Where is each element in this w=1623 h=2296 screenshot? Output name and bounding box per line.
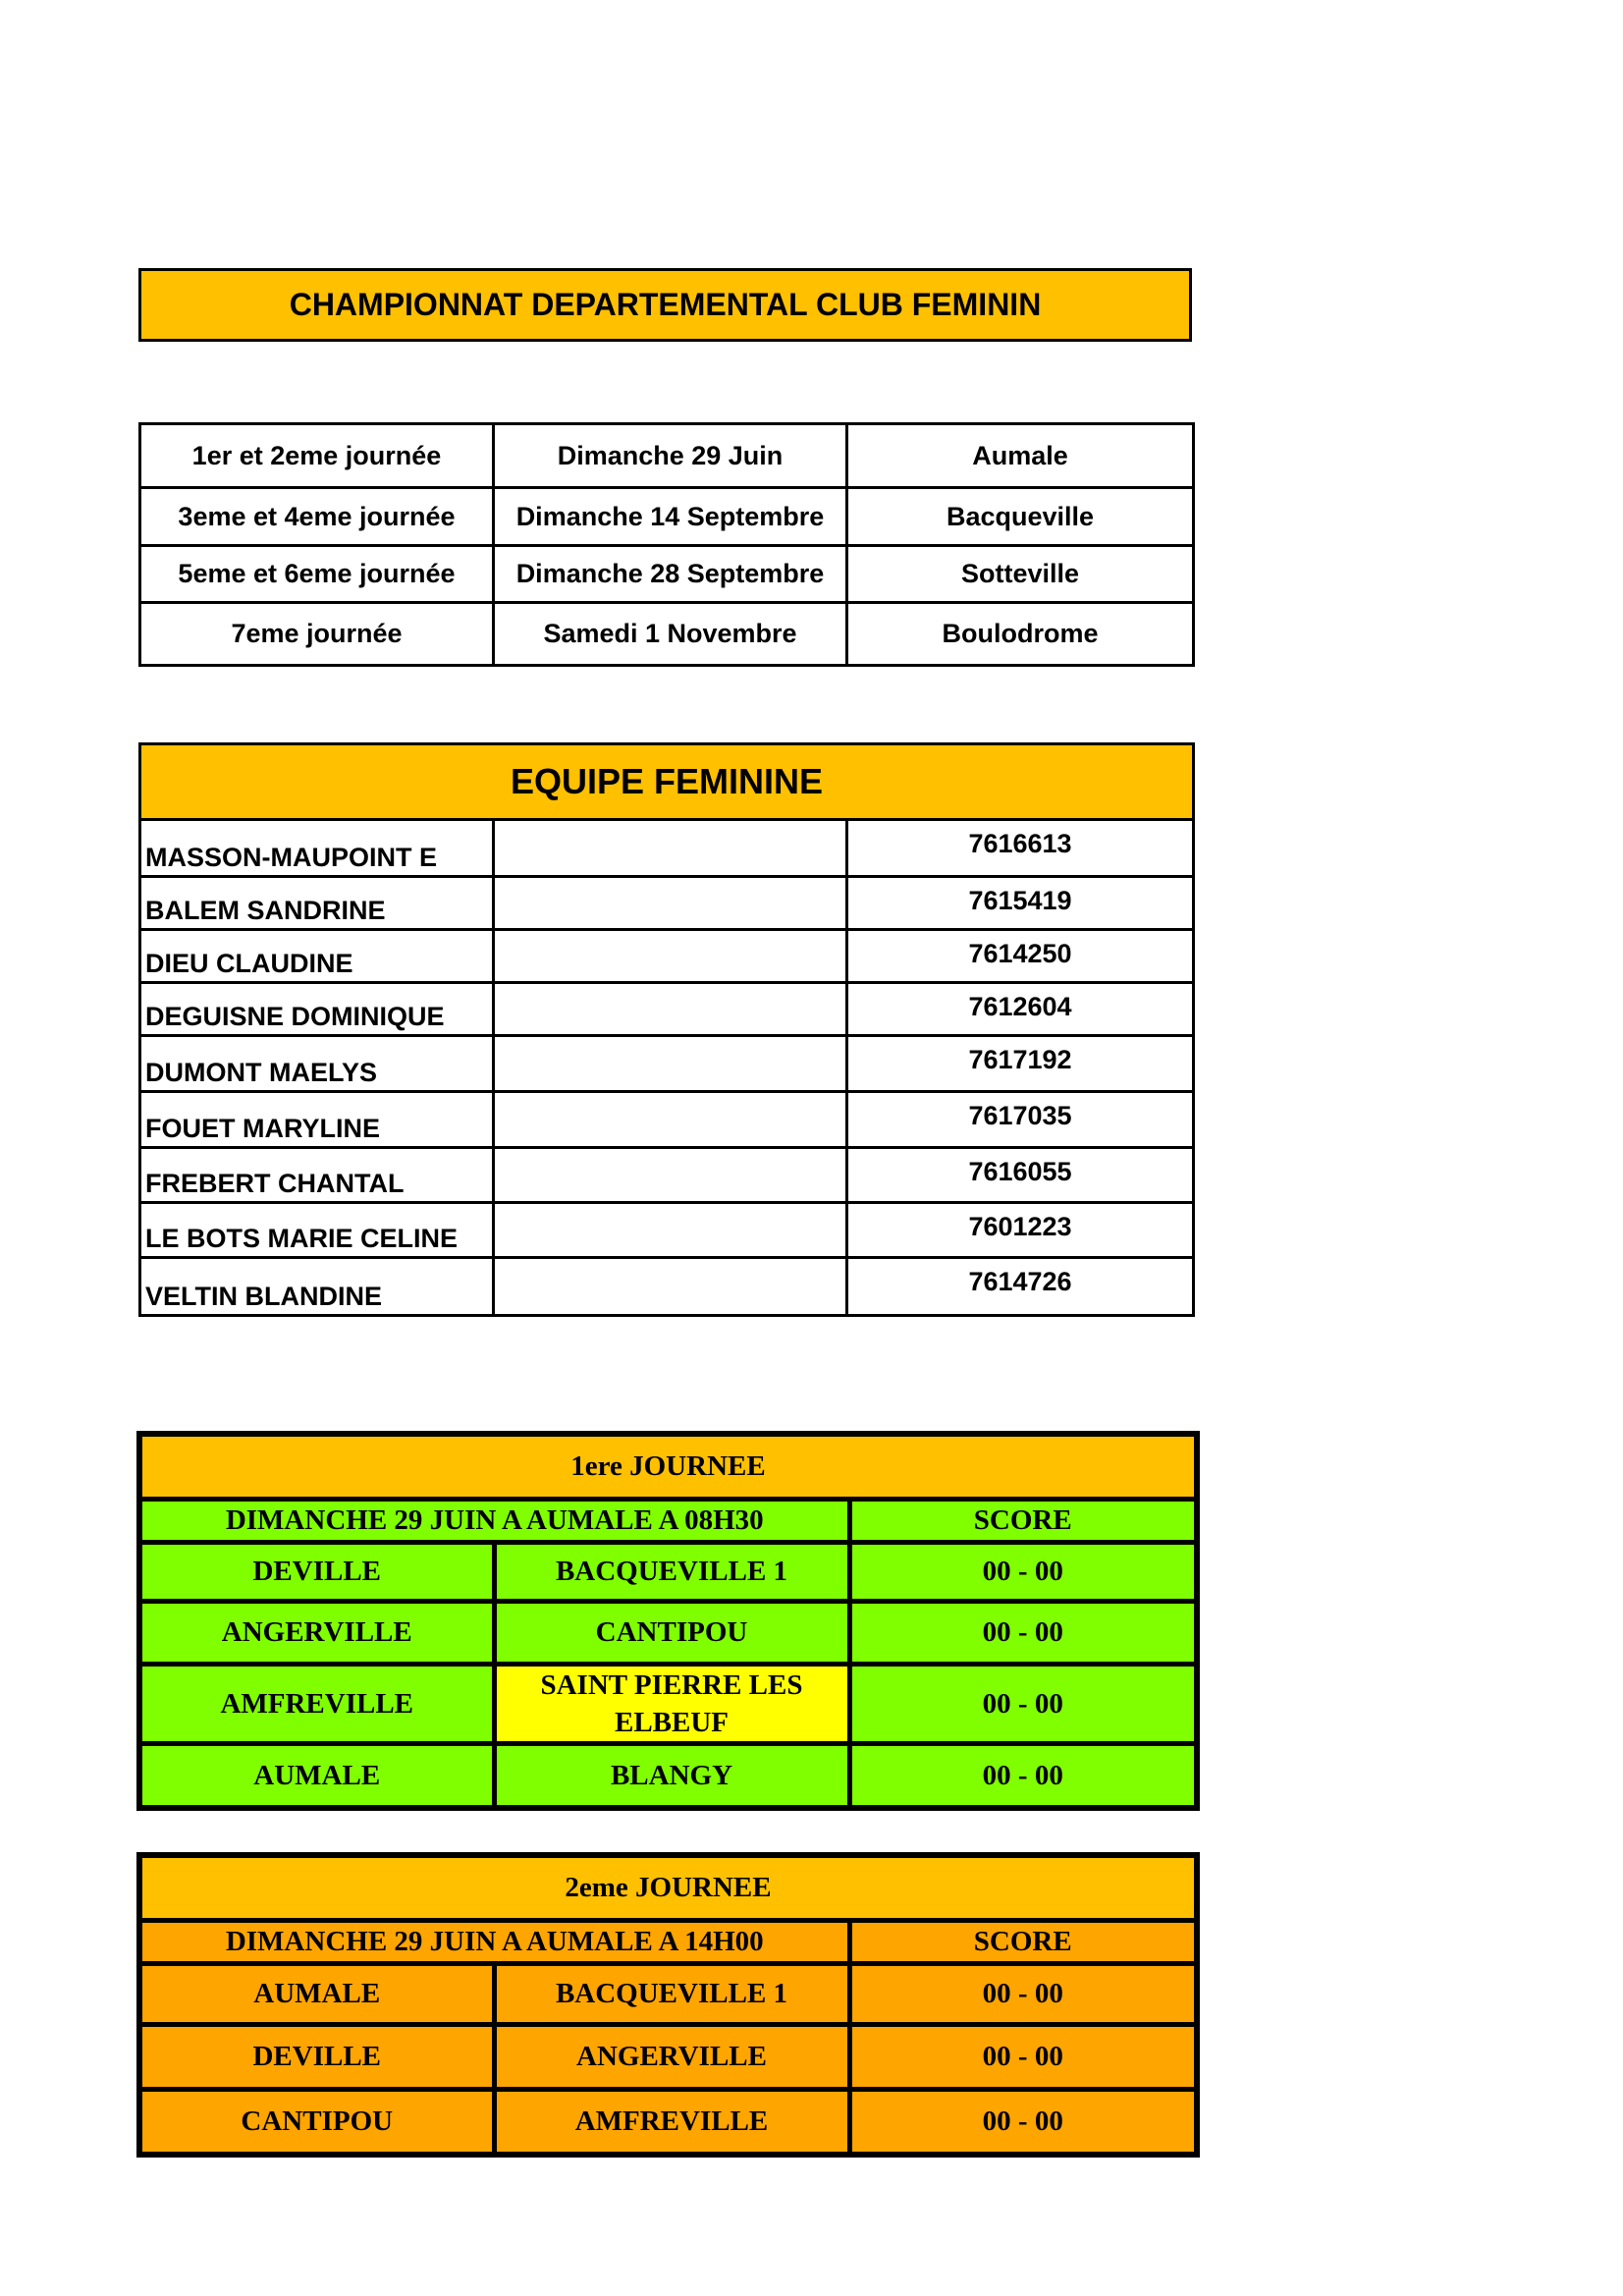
player-row <box>140 983 1194 1036</box>
match-score: 00 - 00 <box>849 1664 1197 1743</box>
match-away-team: BLANGY <box>494 1743 849 1808</box>
day-subheader-row <box>139 1499 1197 1542</box>
player-empty-cell <box>494 1036 847 1092</box>
schedule-journee: 1er et 2eme journée <box>140 424 494 488</box>
player-row <box>140 820 1194 877</box>
schedule-place: Aumale <box>847 424 1194 488</box>
player-name: MASSON-MAUPOINT E <box>140 820 494 877</box>
schedule-date: Dimanche 29 Juin <box>494 424 847 488</box>
player-license: 7614250 <box>847 930 1194 983</box>
player-name: DIEU CLAUDINE <box>140 930 494 983</box>
match-home-team: AUMALE <box>139 1963 494 2024</box>
match-row <box>139 2089 1197 2155</box>
schedule-place: Bacqueville <box>847 488 1194 546</box>
match-home-team: DEVILLE <box>139 1542 494 1601</box>
schedule-row <box>140 546 1194 603</box>
match-row <box>139 1743 1197 1808</box>
player-empty-cell <box>494 983 847 1036</box>
schedule-row <box>140 488 1194 546</box>
match-row <box>139 2024 1197 2089</box>
match-score: 00 - 00 <box>849 2024 1197 2089</box>
match-home-team: DEVILLE <box>139 2024 494 2089</box>
player-license: 7616613 <box>847 820 1194 877</box>
player-empty-cell <box>494 877 847 930</box>
player-name: BALEM SANDRINE <box>140 877 494 930</box>
player-row <box>140 1148 1194 1203</box>
match-home-team: ANGERVILLE <box>139 1601 494 1664</box>
day-header-row <box>139 1855 1197 1920</box>
team-header: EQUIPE FEMININE <box>140 744 1194 820</box>
day-header: 1ere JOURNEE <box>139 1434 1197 1499</box>
match-home-team: CANTIPOU <box>139 2089 494 2155</box>
schedule-date: Samedi 1 Novembre <box>494 603 847 666</box>
page-title-text: CHAMPIONNAT DEPARTEMENTAL CLUB FEMININ <box>289 287 1042 322</box>
player-name: DEGUISNE DOMINIQUE <box>140 983 494 1036</box>
player-row <box>140 1092 1194 1148</box>
match-away-team: BACQUEVILLE 1 <box>494 1542 849 1601</box>
player-row <box>140 1203 1194 1258</box>
player-row <box>140 877 1194 930</box>
match-home-team: AUMALE <box>139 1743 494 1808</box>
day-2-table <box>136 1852 1200 2158</box>
player-empty-cell <box>494 1092 847 1148</box>
player-license: 7601223 <box>847 1203 1194 1258</box>
match-score: 00 - 00 <box>849 1963 1197 2024</box>
player-row <box>140 930 1194 983</box>
day-subheader-row <box>139 1920 1197 1963</box>
day-header: 2eme JOURNEE <box>139 1855 1197 1920</box>
day-subheader: DIMANCHE 29 JUIN A AUMALE A 14H00 <box>139 1920 849 1963</box>
player-license: 7617192 <box>847 1036 1194 1092</box>
score-label: SCORE <box>849 1499 1197 1542</box>
match-row <box>139 1664 1197 1743</box>
match-away-team: BACQUEVILLE 1 <box>494 1963 849 2024</box>
player-name: LE BOTS MARIE CELINE <box>140 1203 494 1258</box>
match-row <box>139 1542 1197 1601</box>
player-empty-cell <box>494 820 847 877</box>
match-score: 00 - 00 <box>849 1601 1197 1664</box>
schedule-journee: 5eme et 6eme journée <box>140 546 494 603</box>
match-home-team: AMFREVILLE <box>139 1664 494 1743</box>
player-row <box>140 1258 1194 1316</box>
player-name: VELTIN BLANDINE <box>140 1258 494 1316</box>
player-license: 7615419 <box>847 877 1194 930</box>
day-header-row <box>139 1434 1197 1499</box>
day-1-table <box>136 1431 1200 1811</box>
player-name: DUMONT MAELYS <box>140 1036 494 1092</box>
player-empty-cell <box>494 1148 847 1203</box>
player-name: FREBERT CHANTAL <box>140 1148 494 1203</box>
match-away-team-text: SAINT PIERRE LES ELBEUF <box>540 1668 803 1738</box>
schedule-place: Sotteville <box>847 546 1194 603</box>
match-away-team: AMFREVILLE <box>494 2089 849 2155</box>
player-license: 7617035 <box>847 1092 1194 1148</box>
match-away-team <box>494 1664 849 1743</box>
match-score: 00 - 00 <box>849 2089 1197 2155</box>
player-name: FOUET MARYLINE <box>140 1092 494 1148</box>
team-table <box>138 742 1195 1317</box>
player-empty-cell <box>494 930 847 983</box>
player-license: 7612604 <box>847 983 1194 1036</box>
schedule-place: Boulodrome <box>847 603 1194 666</box>
match-row <box>139 1963 1197 2024</box>
player-empty-cell <box>494 1203 847 1258</box>
player-license: 7614726 <box>847 1258 1194 1316</box>
match-row <box>139 1601 1197 1664</box>
player-row <box>140 1036 1194 1092</box>
day-subheader: DIMANCHE 29 JUIN A AUMALE A 08H30 <box>139 1499 849 1542</box>
team-header-row <box>140 744 1194 820</box>
page-title <box>138 268 1192 342</box>
schedule-date: Dimanche 14 Septembre <box>494 488 847 546</box>
schedule-date: Dimanche 28 Septembre <box>494 546 847 603</box>
schedule-row <box>140 603 1194 666</box>
player-empty-cell <box>494 1258 847 1316</box>
schedule-row <box>140 424 1194 488</box>
player-license: 7616055 <box>847 1148 1194 1203</box>
match-score: 00 - 00 <box>849 1542 1197 1601</box>
match-away-team: ANGERVILLE <box>494 2024 849 2089</box>
match-score: 00 - 00 <box>849 1743 1197 1808</box>
schedule-journee: 3eme et 4eme journée <box>140 488 494 546</box>
schedule-table <box>138 422 1195 667</box>
match-away-team: CANTIPOU <box>494 1601 849 1664</box>
schedule-journee: 7eme journée <box>140 603 494 666</box>
score-label: SCORE <box>849 1920 1197 1963</box>
